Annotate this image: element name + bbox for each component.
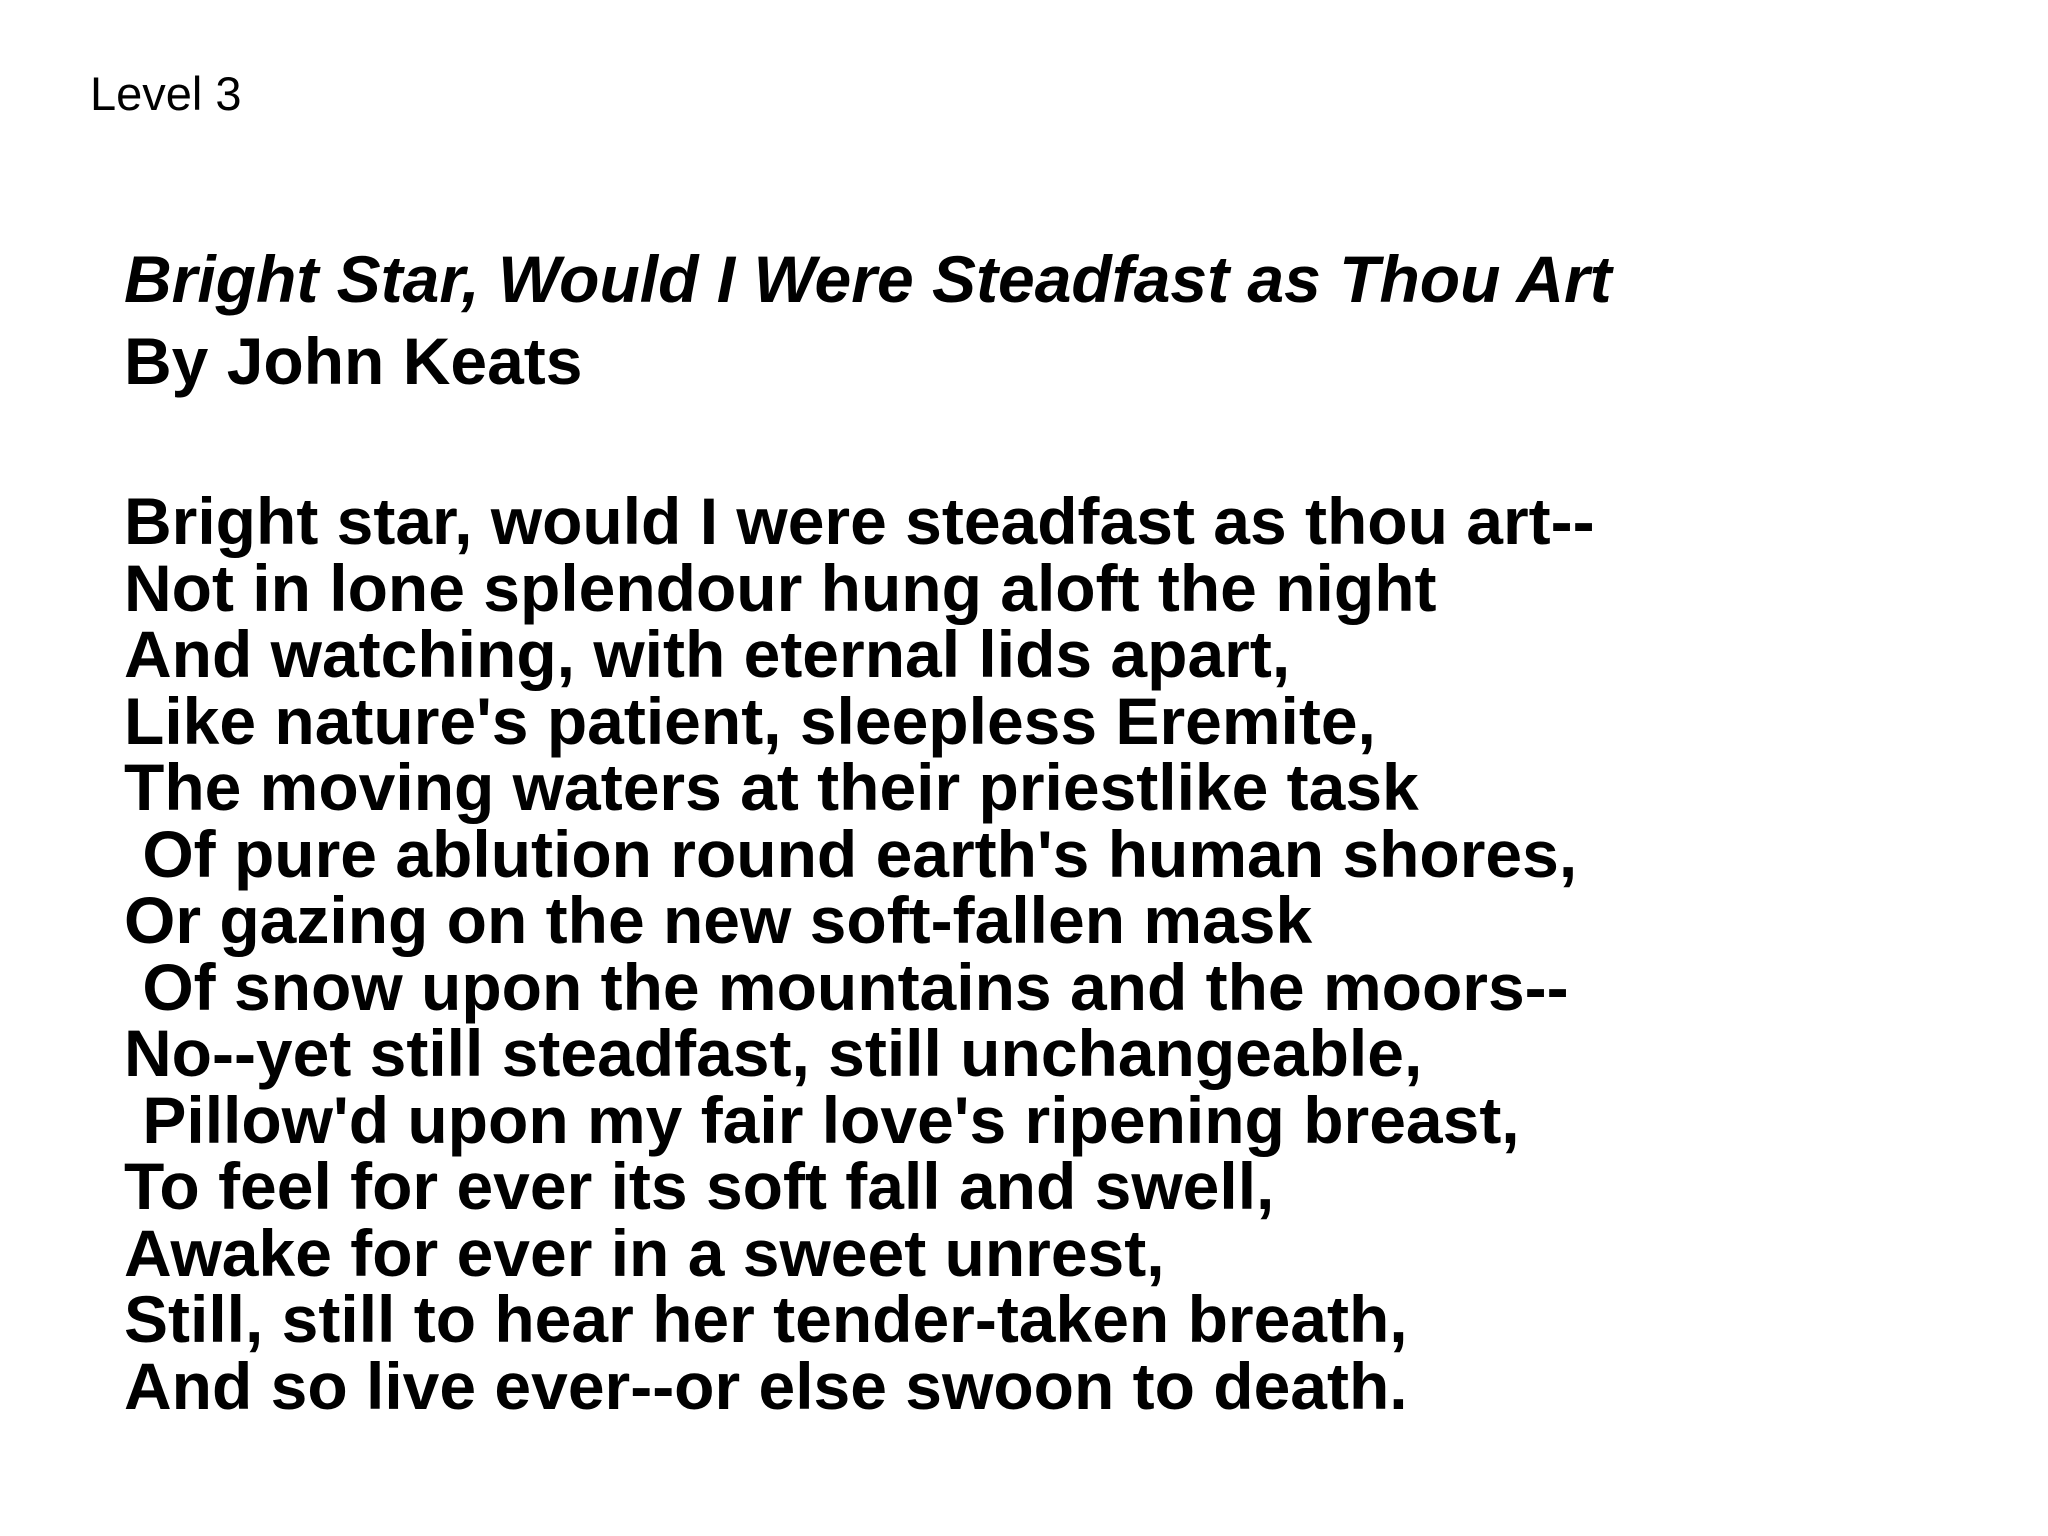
poem-line: And watching, with eternal lids apart, <box>124 617 1291 691</box>
poem-author: By John Keats <box>124 324 583 398</box>
poem-line: Bright star, would I were steadfast as thou art-- <box>124 484 1595 558</box>
poem-line: Still, still to hear her tender-taken breath, <box>124 1282 1408 1356</box>
poem-body <box>124 484 1595 1423</box>
level-label: Level 3 <box>90 67 242 120</box>
poem-line: No--yet still steadfast, still unchangeable, <box>124 1016 1423 1090</box>
poem-line: The moving waters at their priestlike task <box>124 750 1419 824</box>
poem-title: Bright Star, Would I Were Steadfast as Thou Art <box>124 242 1612 316</box>
poem-line: Or gazing on the new soft-fallen mask <box>124 883 1313 957</box>
poem-line: To feel for ever its soft fall and swell, <box>124 1149 1275 1223</box>
poem-line: Of snow upon the mountains and the moors-- <box>124 949 1569 1024</box>
poem-line: Like nature's patient, sleepless Eremite, <box>124 683 1376 758</box>
poem-line: And so live ever--or else swoon to death. <box>124 1348 1408 1423</box>
poem-line: Not in lone splendour hung aloft the night <box>124 550 1437 625</box>
poem-line: Pillow'd upon my fair love's ripening breast, <box>124 1082 1520 1157</box>
poem-line: Of pure ablution round earth's human shores, <box>124 816 1578 891</box>
poem-line: Awake for ever in a sweet unrest, <box>124 1215 1165 1290</box>
